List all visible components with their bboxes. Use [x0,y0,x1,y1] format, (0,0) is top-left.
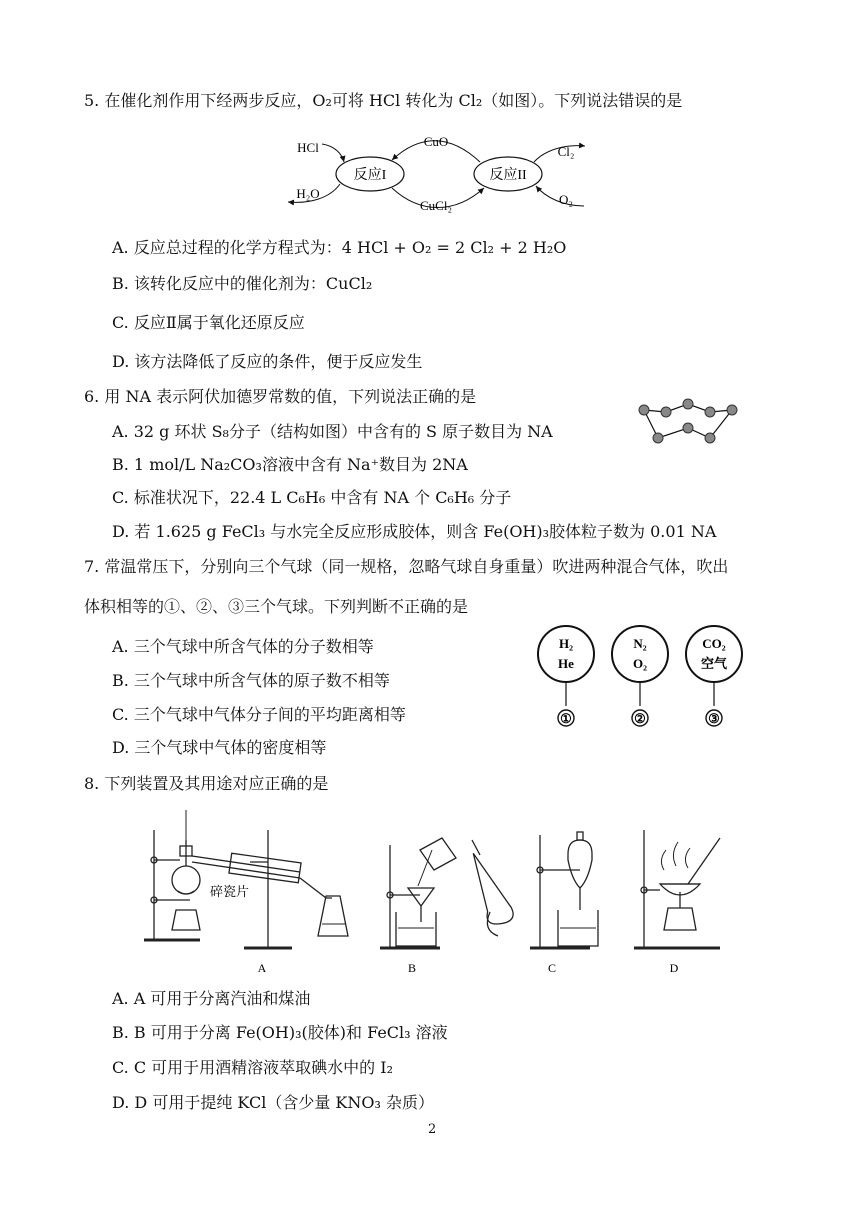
q7-stem-line1: 7. 常温常压下，分别向三个气球（同一规格，忽略气球自身重量）吹进两种混合气体，吹出 [84,557,729,576]
balloon-2-top: N₂ [633,636,647,651]
balloon-3-mark: ③ [708,711,720,726]
balloon-3-top: CO₂ [702,636,726,651]
q6-option-b: B. 1 mol/L Na₂CO₃溶液中含有 Na⁺数目为 2NA [112,455,468,474]
o2-label: O₂ [559,192,573,207]
q6-stem: 6. 用 NA 表示阿伏加德罗常数的值，下列说法正确的是 [84,387,477,406]
q7-stem-line2: 体积相等的①、②、③三个气球。下列判断不正确的是 [84,597,469,616]
q7-option-c: C. 三个气球中气体分子间的平均距离相等 [112,705,406,724]
reaction2-label: 反应II [489,168,527,183]
q6-option-a: A. 32 g 环状 S₈分子（结构如图）中含有的 S 原子数目为 NA [112,422,553,441]
q8-option-b: B. B 可用于分离 Fe(OH)₃(胶体)和 FeCl₃ 溶液 [112,1023,448,1042]
q6-option-d: D. 若 1.625 g FeCl₃ 与水完全反应形成胶体，则含 Fe(OH)₃胶体粒子数为 0.01 NA [112,522,717,541]
apparatus-b [380,838,456,948]
page-number: 2 [428,1122,437,1137]
q7-option-b: B. 三个气球中所含气体的原子数不相等 [112,671,390,690]
cuo-label: CuO [423,134,449,149]
apparatus-label-c: C [547,961,557,975]
q7-option-d: D. 三个气球中气体的密度相等 [112,738,327,757]
q8-option-d: D. D 可用于提纯 KCl（含少量 KNO₃ 杂质） [112,1093,434,1112]
q8-apparatus-figure [140,800,740,980]
q5-reaction-diagram [280,126,590,218]
apparatus-d [634,830,720,948]
q7-option-a: A. 三个气球中所含气体的分子数相等 [112,637,374,656]
cl2-label: Cl₂ [557,144,575,159]
balloon-2-mark: ② [634,711,646,726]
apparatus-label-b: B [407,961,417,975]
reaction1-label: 反应I [353,168,387,183]
q5-option-d: D. 该方法降低了反应的条件，便于反应发生 [112,352,423,371]
s8-ring-structure [636,398,740,446]
h2o-label: H₂O [296,186,320,201]
q5-option-c: C. 反应Ⅱ属于氧化还原反应 [112,313,305,332]
apparatus-label-a: A [257,961,267,975]
apparatus-a [144,810,348,948]
hcl-label: HCl [297,140,319,155]
q6-option-c: C. 标准状况下，22.4 L C₆H₆ 中含有 NA 个 C₆H₆ 分子 [112,488,512,507]
apparatus-c [472,832,598,948]
q7-balloons [536,620,756,732]
apparatus-note: 碎瓷片 [210,884,250,899]
q8-option-c: C. C 可用于用酒精溶液萃取碘水中的 I₂ [112,1058,393,1077]
balloon-3-bottom: 空气 [700,656,728,671]
cucl2-label: CuCl₂ [420,198,452,213]
q8-option-a: A. A 可用于分离汽油和煤油 [112,989,311,1008]
q8-stem: 8. 下列装置及其用途对应正确的是 [84,774,329,793]
apparatus-label-d: D [669,961,679,975]
balloon-1-bottom: He [558,656,574,671]
q5-option-b: B. 该转化反应中的催化剂为：CuCl₂ [112,274,373,293]
balloon-1-top: H₂ [558,636,574,651]
balloon-2-bottom: O₂ [632,656,648,671]
balloon-1-mark: ① [560,711,572,726]
q5-option-a: A. 反应总过程的化学方程式为：4 HCl + O₂ = 2 Cl₂ + 2 H₂O [112,238,567,257]
q5-stem: 5. 在催化剂作用下经两步反应，O₂可将 HCl 转化为 Cl₂（如图）。下列说法错误的是 [84,91,683,110]
